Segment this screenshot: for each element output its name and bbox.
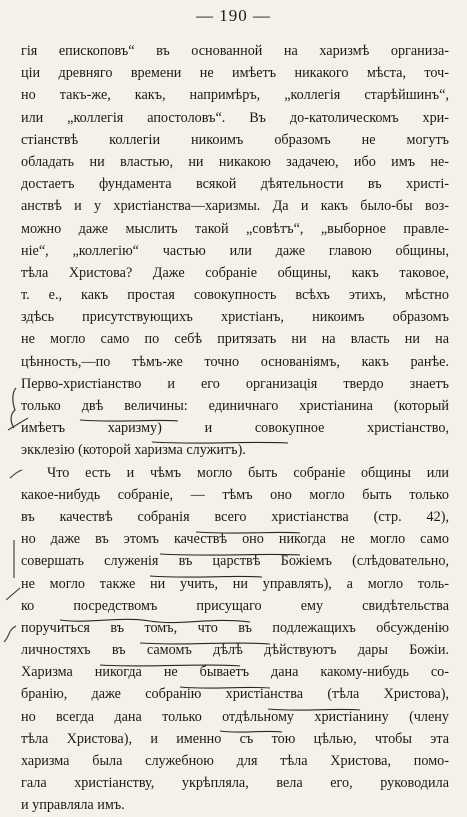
text-line: анствѣ и у христіанства—харизмы. Да и какъ было-бы воз-	[21, 198, 449, 215]
text-line: гія епископовъ“ въ основанной на харизмѣ организа-	[21, 43, 449, 59]
text-line: стіанствѣ коллегіи никоимъ образомъ не могутъ	[21, 131, 449, 148]
text-line: не могло само по себѣ притязать ни на власть ни на	[21, 331, 449, 348]
text-line: харизма была служебною для тѣла Христова, помо-	[21, 753, 449, 769]
text-line: можно даже мыслить такой „совѣтъ“, „выборное правле-	[21, 220, 449, 237]
text-line: ніе“, „коллегію“ частью или даже главою общины,	[21, 242, 449, 259]
text-line: поручиться въ томъ, что въ подлежащихъ обсужденію	[21, 619, 449, 636]
text-line: но всегда дана только отдѣльному христіанину (члену	[21, 708, 449, 725]
text-line: совершать служенія въ царствѣ Божіемъ (слѣдовательно,	[21, 553, 449, 570]
margin-scribble-mark	[4, 626, 16, 642]
text-line: и управляла имъ.	[21, 797, 125, 814]
text-line: въ качествѣ собранія всего христіанства (стр. 42),	[21, 508, 449, 525]
text-line: но такъ-же, какъ, напримѣръ, „коллегія старѣйшинъ“,	[21, 87, 449, 104]
text-line: обладать ни властью, ни никакою задачею, ибо имъ не-	[21, 153, 449, 170]
text-line: тѣла Христова), и именно съ тою цѣлью, чтобы эта	[21, 730, 449, 747]
text-line: здѣсь присутствующихъ христіанъ, никоимъ образомъ	[21, 309, 449, 326]
text-line: ціи древняго времени не имѣетъ никакого мѣста, точ-	[21, 65, 449, 82]
text-line: гала христіанству, укрѣпляла, вела его, руководила	[21, 775, 449, 792]
text-line: имѣетъ харизму) и совокупное христіанство,	[21, 420, 449, 437]
text-line: экклезію (которой харизма служитъ).	[21, 442, 246, 459]
text-line: но даже въ этомъ качествѣ оно никогда не могло само	[21, 531, 449, 548]
body-text	[21, 40, 449, 817]
margin-slash-mark	[6, 588, 20, 600]
text-line: достаетъ фундамента всякой дѣятельности въ христі-	[21, 176, 449, 193]
text-line: Перво-христіанство и его организація твердо знаетъ	[21, 375, 449, 392]
text-line: какое-нибудь собраніе, — тѣмъ оно могло быть только	[21, 486, 449, 503]
text-line: личностяхъ въ самомъ дѣлѣ дѣйствуютъ дары Божіи.	[21, 642, 449, 659]
text-line: не могло также ни учить, ни управлять), а могло толь-	[21, 575, 449, 592]
text-line: Что есть и чѣмъ могло быть собраніе общины или	[47, 464, 449, 481]
text-line: тѣла Христова? Даже собраніе общины, какъ таковое,	[21, 264, 449, 281]
page-number: — 190 —	[196, 6, 271, 25]
text-line: т. е., какъ простая совокупность всѣхъ этихъ, мѣстно	[21, 287, 449, 304]
margin-bracket-mark	[11, 388, 16, 428]
text-line: Харизма никогда не бываетъ дана какому-нибудь со-	[21, 664, 449, 681]
text-line: или „коллегія апостоловъ“. Въ до-католическомъ хри-	[21, 109, 449, 126]
text-line: только двѣ величины: единичнаго христіанина (который	[21, 398, 449, 414]
text-line: цѣнность,—по тѣмъ-же точно основаніямъ, какъ ранѣе.	[21, 353, 449, 370]
text-line: ко посредствомъ присущаго ему свидѣтельства	[21, 597, 449, 614]
text-line: бранію, даже собранію христіанства (тѣла Христова),	[21, 686, 449, 703]
